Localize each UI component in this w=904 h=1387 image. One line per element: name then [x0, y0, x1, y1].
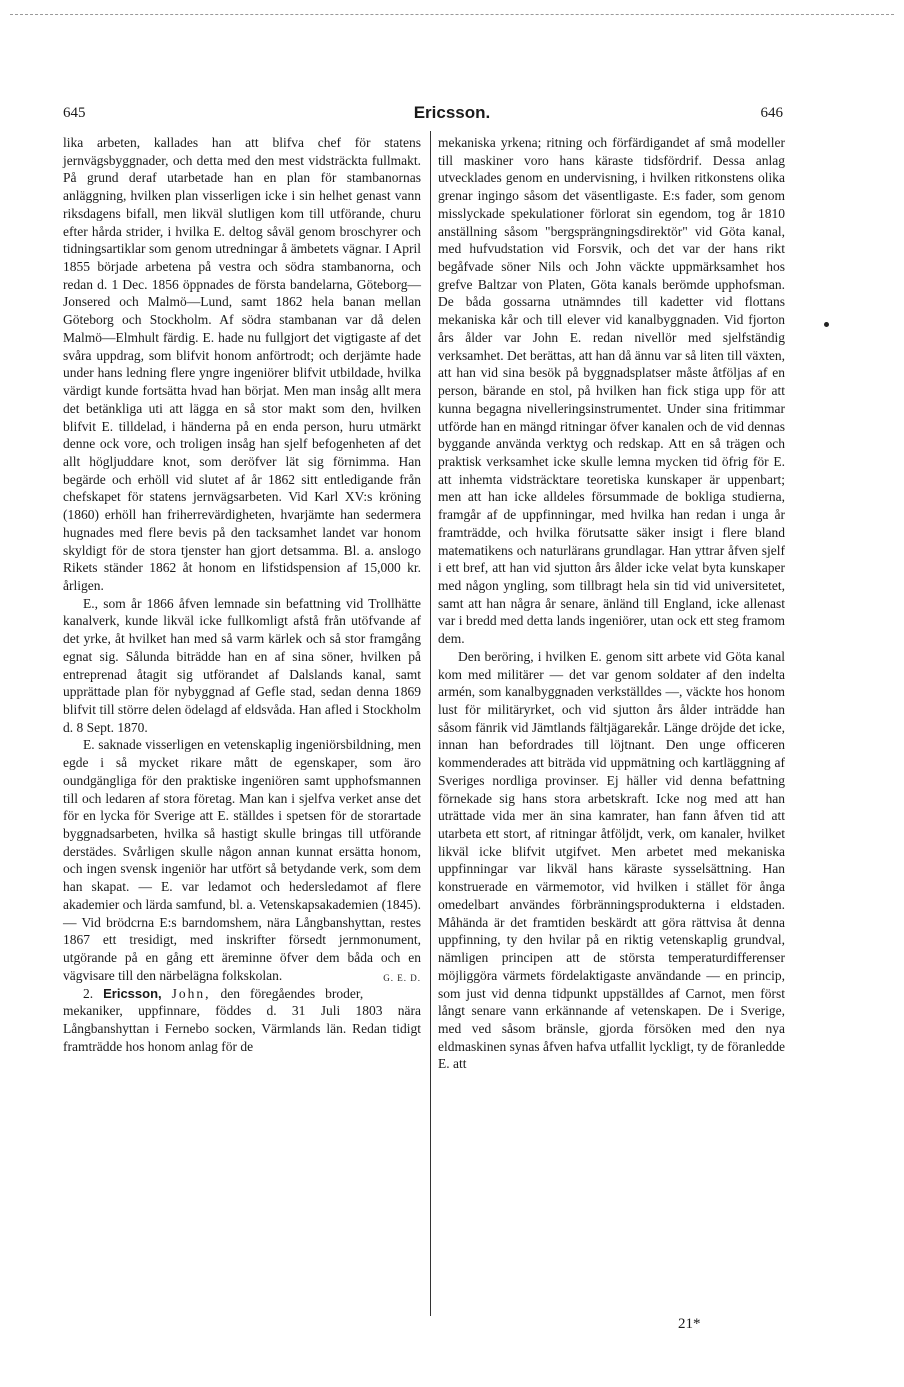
author-signature: G. E. D. — [383, 972, 421, 983]
entry-text: den föregåendes broder, mekaniker, uppfinnare, föddes d. 31 Juli 1803 nära Långbanshyttan i Fernebo socken, Värmlands län. Redan tidigt framträdde hos honom anlag för de — [63, 985, 421, 1054]
left-column — [63, 134, 421, 1055]
entry-given-name: John, — [171, 985, 211, 1001]
entry-headword: Ericsson, — [103, 985, 162, 1001]
top-dashed-rule — [10, 14, 894, 15]
page-number-right: 646 — [760, 105, 783, 121]
column-divider — [430, 131, 431, 1316]
paragraph: mekaniska yrkena; ritning och förfärdigandet af små modeller till maskiner voro hans käraste tidsfördrif. Dessa anlag utvecklades genom en undervisning, i hvilken ritkonstens olika grenar ingingo såsom det väsentligaste. E:s fader, som genom misslyckade spekulationer förlorat sin egendom, tog år 1810 anställning såsom "bergsprängningsdirektör" vid Göta kanal, med hufvudstation vid Forsvik, och det var der hans rikt begåfvade söner Nils och John väckte uppmärksamhet hos grefve Baltzar von Platen, Göta kanals berömde upphofsman. De båda gossarna utnämndes till kadetter vid flottans mekaniska kår och till elever vid kanalbyggnaden. Vid fjorton års ålder var John E. redan nivellör med sjelfständig verksamhet. Det berättas, att han då ännu var så liten till växten, att han vid sina besök på byggnadsplatser måste åtföljas af en person, bärande en stol, på hvilken han fick stiga upp för att kunna begagna nivelleringsinstrumentet. Under sina fritimmar utförde han en mängd ritningar öfver kanalen och de vid dennas byggande använda verktyg och redskap. Att en så trägen och praktisk verksamhet icke skulle lemna mycken tid öfrig för E. att inhemta vidsträcktare teoretiska kunskaper är uppenbart; men att han icke alldeles försummade de bokliga studierna, framgår af de uppfinningar, med hvilka han redan i unga år framträdde, och hvilka förutsatte säker insigt i flere bland matematikens och naturlärans grundlagar. Han yttrar åfven sjelf i ett bref, att han vid sjutton års ålder icke velat byta kunskaper med någon yngling, som tillbragt hela sin tid vid universitetet, samt att han några år senare, änländ till England, icke allenast var i bredd med detta lands ingeniörer, utan ock ett steg framom dem. — [438, 135, 785, 647]
page-title: Ericsson. — [413, 103, 491, 122]
paragraph — [63, 736, 421, 984]
signature-mark: 21* — [678, 1316, 701, 1332]
paragraph-text: E. saknade visserligen en vetenskaplig ingeniörsbildning, men egde i så mycket rikare mått de egenskaper, som äro oundgängliga för den praktiske ingeniören samt upphofsmannen till och ledaren af stora företag. Man kan i sjelfva verket anse det för en lycka för Sverige att E. ställdes i spetsen för de storartade byggnadsarbeten, hvilka så hastigt skulle bringas till utförande derstädes. Svårligen skulle någon annan kunnat ersätta honom, och ingen svensk ingeniör har utfört så betydande verk, som dem han skapat. — E. var ledamot och hedersledamot af flere akademier och lärda samfund, bl. a. Vetenskapsakademien (1845). — Vid brödcrna E:s barndomshem, nära Långbanshyttan, restes 1867 ett tresidigt, med inskrifter försedt jernmonument, utgörande på en gång ett äreminne öfver dem båda och en vägvisare till den närbelägna folkskolan. — [63, 737, 421, 983]
paragraph: E., som år 1866 åfven lemnade sin befattning vid Trollhätte kanalverk, kunde likväl icke fullkomligt afstå från utöfvande af det yrke, åt hvilket han med så varm kärlek och så stor framgång egnat sig. Sålunda biträdde han en af sina söner, hvilken på entreprenad åtagit sig utförandet af Dalslands kanal, samt upprättade plan för nybyggnad af Gefle stad, sedan denna 1869 blifvit till större delen ödelagd af eldsvåda. Han afled i Stockholm d. 8 Sept. 1870. — [63, 595, 421, 735]
entry-paragraph — [63, 985, 421, 1056]
right-column — [438, 134, 785, 1073]
page-number-left: 645 — [63, 105, 86, 121]
paragraph: Den beröring, i hvilken E. genom sitt arbete vid Göta kanal kom med militärer — det var genom soldater af den indelta armén, som kanalbyggnaden verkställdes —, väckte hos honom lust för militäryrket, och vid sjutton års ålder inträdde han såsom fänrik vid Jämtlands fältjägarekår. Länge dröjde det icke, innan han befordrades till löjtnant. Den unge officeren kommenderades att biträda vid uppmätning och kartläggning af Sveriges nordliga provinser. Ej häller vid denna befattning förnekade sig hans stora arbetskraft. Icke nog med att han uträttade vida mer än sina kamrater, han fann åfven tid att utarbeta ett stort, af ritningar åtföljdt, verk, om kanaler, hvilket likväl icke blifvit utgifvet. Men arbetet med mekaniska uppfinningar var likväl hans käraste sysselsättning. Han konstruerade en värmemotor, vid hvilken i stället för ånga omedelbart användes förbränningsprodukterna i eldstaden. Måhända är det framtiden beskärdt att göra rättvisa åt denna uppfinning, ty den hvilar på en riktig vetenskaplig grundval, nämligen principen att de största temperaturdifferenser möjliggöra värmets fördelaktigaste användande — en princip, som just vid denna tidpunkt uppställdes af Carnot, men först långt senare vann erkännande af vetenskapen. De i Sverige, med ved såsom bränsle, gjorda försöken med den nya eldmaskinen synas åfven hafva utfallit lyckligt, ty de föranledde E. att — [438, 648, 785, 1072]
margin-dot — [824, 322, 829, 327]
entry-number: 2. — [83, 985, 94, 1001]
paragraph: lika arbeten, kallades han att blifva chef för statens jernvägsbyggnader, och detta med den mest vidsträckta fullmakt. På grund deraf utarbetade han en plan för stambanornas anläggning, hvilken plan visserligen icke i sin helhet genast vann riksdagens bifall, men likväl slutligen kom till utförande, churu efter hårda strider, i hvilka E. deltog såväl genom broschyrer och tidningsartiklar som genom utredningar å ämbetets vägnar. I April 1855 började arbetena på vestra och södra stambanorna, och redan d. 1 Dec. 1856 öppnades de första bandelarna, Göteborg—Jonsered och Malmö—Lund, samt 1862 hela banan mellan Göteborg och Stockholm. Af södra stambanan var då delen Malmö—Elmhult färdig. E. hade nu fullgjort det vigtigaste af det svåra uppdrag, som blifvit honom anförtrodt; och derjämte hade under hans ledning flere yngre ingeniörer blifvit utbildade, hvilka värdigt kunde fortsätta hvad han börjat. Men man insåg allt mera det betänkliga uti att lägga en så stor makt som den, hvilken blifvit E. tilldelad, i händerna på en enda person, huru utmärkt denne ock vore, och troligen insåg han sjelf befogenheten af det allt högljuddare knot, som deröfver lät sig förnimma. Han begärde och erhöll vid slutet af år 1862 sitt entledigande från chefskapet för statens jernvägsarbeten. Vid Karl XV:s kröning (1860) erhöll han friherrevärdigheten, hvarjämte han sedermera hugnades med flere bevis på den tacksamhet landet var honom skyldigt för de stora tjenster han gjort detsamma. Bl. a. anslogo Rikets ständer 1862 åt honom en lifstidspension af 15,000 kr. årligen. — [63, 135, 421, 593]
